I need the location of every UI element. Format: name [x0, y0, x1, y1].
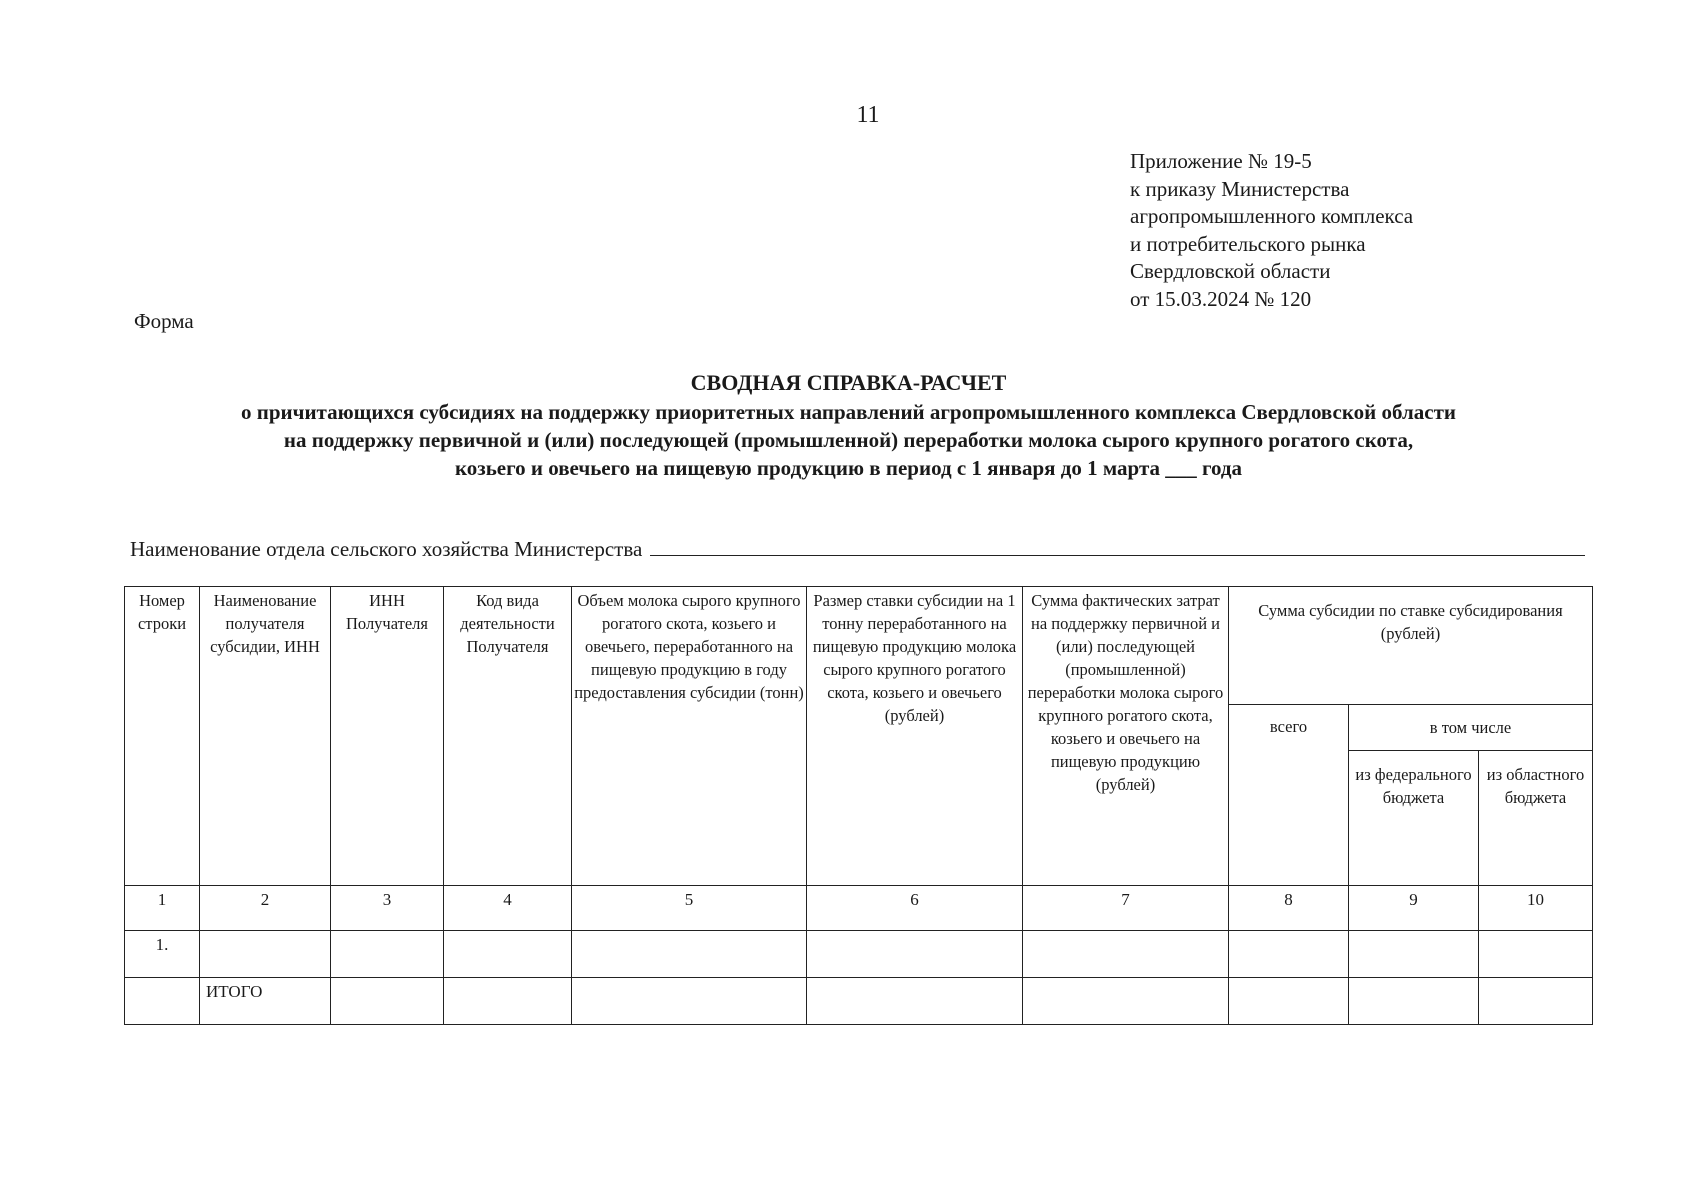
- header-including: в том числе: [1349, 705, 1593, 751]
- total-label-cell: ИТОГО: [200, 978, 331, 1025]
- inn-cell[interactable]: [331, 931, 444, 978]
- title-line-3: козьего и овечьего на пищевую продукцию в период с 1 января до 1 марта ___ года: [454, 456, 1243, 480]
- header-regional-budget: из областного бюджета: [1479, 751, 1593, 886]
- header-actual-costs: Сумма фактических затрат на поддержку первичной и (или) последующей (промышленной) переработки молока сырого крупного рогатого скота, козьего и овечьего на пищевую продукцию (рублей): [1023, 587, 1229, 886]
- total-cell[interactable]: [1229, 931, 1349, 978]
- appendix-line: от 15.03.2024 № 120: [1130, 286, 1312, 311]
- table-row: [125, 931, 1593, 978]
- header-milk-volume: Объем молока сырого крупного рогатого скота, козьего и овечьего, переработанного на пищевую продукцию в году предоставления субсидии (тонн): [572, 587, 807, 886]
- column-number: 2: [200, 886, 331, 931]
- department-label: Наименование отдела сельского хозяйства Министерства: [130, 537, 643, 561]
- column-number: 4: [444, 886, 572, 931]
- header-row-number: Номер строки: [125, 587, 200, 886]
- appendix-line: к приказу Министерства: [1130, 176, 1350, 201]
- title-main: СВОДНАЯ СПРАВКА-РАСЧЕТ: [690, 370, 1007, 395]
- subsidy-rate-cell[interactable]: [807, 978, 1023, 1025]
- department-input-line[interactable]: [650, 535, 1585, 556]
- federal-cell[interactable]: [1349, 978, 1479, 1025]
- appendix-reference: [1130, 148, 1413, 313]
- appendix-line: и потребительского рынка: [1130, 231, 1366, 256]
- form-label: Форма: [134, 309, 194, 333]
- federal-cell[interactable]: [1349, 931, 1479, 978]
- header-recipient-inn: ИНН Получателя: [331, 587, 444, 886]
- subsidy-table: [124, 586, 1593, 1025]
- column-number: 8: [1229, 886, 1349, 931]
- header-subsidy-amount-group: Сумма субсидии по ставке субсидирования (рублей): [1229, 587, 1593, 705]
- actual-costs-cell[interactable]: [1023, 931, 1229, 978]
- column-number: 3: [331, 886, 444, 931]
- regional-cell[interactable]: [1479, 978, 1593, 1025]
- regional-cell[interactable]: [1479, 931, 1593, 978]
- inn-cell[interactable]: [331, 978, 444, 1025]
- recipient-name-cell[interactable]: [200, 931, 331, 978]
- department-field: [130, 535, 1585, 562]
- milk-volume-cell[interactable]: [572, 978, 807, 1025]
- title-line-2: на поддержку первичной и (или) последующей (промышленной) переработки молока сырого крупного рогатого скота,: [283, 428, 1414, 452]
- header-subsidy-rate: Размер ставки субсидии на 1 тонну переработанного на пищевую продукцию молока сырого крупного рогатого скота, козьего и овечьего (рублей): [807, 587, 1023, 886]
- column-number: 5: [572, 886, 807, 931]
- page-number: 11: [856, 102, 880, 128]
- actual-costs-cell[interactable]: [1023, 978, 1229, 1025]
- appendix-line: Свердловской области: [1130, 259, 1331, 283]
- document-title: [0, 368, 1697, 482]
- milk-volume-cell[interactable]: [572, 931, 807, 978]
- activity-code-cell[interactable]: [444, 978, 572, 1025]
- column-number: 9: [1349, 886, 1479, 931]
- column-number: 6: [807, 886, 1023, 931]
- total-cell[interactable]: [1229, 978, 1349, 1025]
- row-number-cell: [125, 978, 200, 1025]
- title-line-1: о причитающихся субсидиях на поддержку приоритетных направлений агропромышленного комплекса Свердловской области: [240, 400, 1457, 424]
- header-total: всего: [1229, 705, 1349, 886]
- appendix-line: агропромышленного комплекса: [1130, 204, 1414, 228]
- table-row-total: [125, 978, 1593, 1025]
- subsidy-rate-cell[interactable]: [807, 931, 1023, 978]
- column-number: 10: [1479, 886, 1593, 931]
- header-federal-budget: из федерального бюджета: [1349, 751, 1479, 886]
- row-number-cell: 1.: [125, 931, 200, 978]
- column-number: 1: [125, 886, 200, 931]
- appendix-line: Приложение № 19-5: [1130, 149, 1312, 173]
- header-activity-code: Код вида деятельности Получателя: [444, 587, 572, 886]
- header-recipient-name: Наименование получателя субсидии, ИНН: [200, 587, 331, 886]
- activity-code-cell[interactable]: [444, 931, 572, 978]
- column-number: 7: [1023, 886, 1229, 931]
